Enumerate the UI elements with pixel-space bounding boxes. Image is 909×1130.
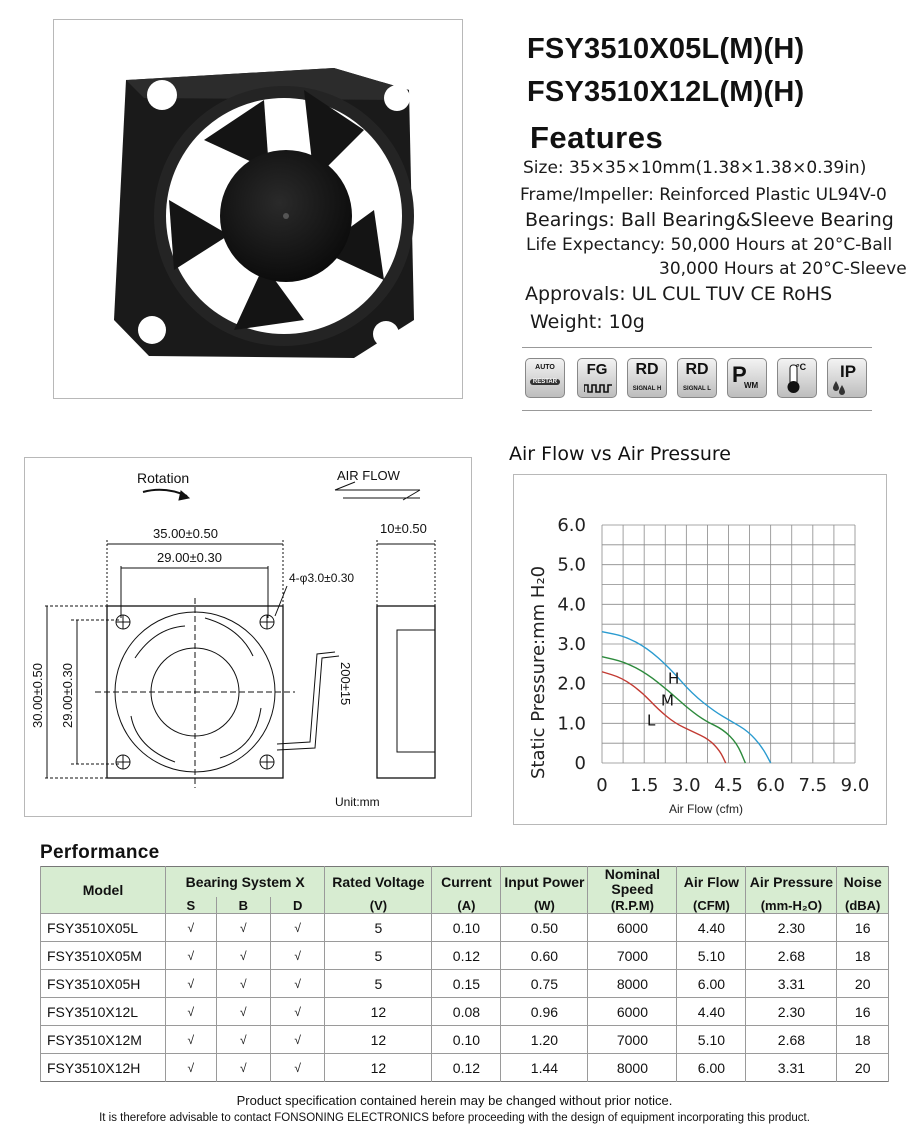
cell-rpm: 8000 xyxy=(588,1054,677,1082)
x-tick-label: 4.5 xyxy=(714,775,743,796)
cell-a: 0.10 xyxy=(432,1026,501,1054)
cell-w: 0.50 xyxy=(501,914,588,942)
cell-w: 1.44 xyxy=(501,1054,588,1082)
table-row xyxy=(41,970,889,998)
cell-w: 0.75 xyxy=(501,970,588,998)
cell-b: √ xyxy=(216,914,270,942)
header-speed-unit: (R.P.M) xyxy=(588,897,677,914)
header-current-unit: (A) xyxy=(432,897,501,914)
header-bearing-d: D xyxy=(271,897,325,914)
cell-v: 5 xyxy=(325,914,432,942)
cell-p: 2.30 xyxy=(746,914,837,942)
x-tick-label: 6.0 xyxy=(756,775,785,796)
model-title-12: FSY3510X12L(M)(H) xyxy=(527,76,805,108)
cell-p: 3.31 xyxy=(746,1054,837,1082)
header-bearing: Bearing System X xyxy=(166,867,325,898)
dimension-drawing xyxy=(24,457,472,817)
x-axis-label: Air Flow (cfm) xyxy=(669,802,743,816)
cell-a: 0.10 xyxy=(432,914,501,942)
header-power-unit: (W) xyxy=(501,897,588,914)
header-bearing-b: B xyxy=(216,897,270,914)
series-label-L: L xyxy=(646,711,656,730)
table-row xyxy=(41,942,889,970)
cell-d: √ xyxy=(271,1026,325,1054)
cell-v: 5 xyxy=(325,970,432,998)
cell-v: 5 xyxy=(325,942,432,970)
cell-db: 18 xyxy=(837,1026,889,1054)
cell-d: √ xyxy=(271,914,325,942)
header-model: Model xyxy=(41,867,166,914)
cell-p: 2.68 xyxy=(746,1026,837,1054)
y-tick-label: 1.0 xyxy=(557,713,586,735)
rd-signal-h-icon: RD SIGNAL H xyxy=(627,358,667,398)
cell-db: 16 xyxy=(837,914,889,942)
y-tick-label: 2.0 xyxy=(557,673,586,695)
cell-db: 18 xyxy=(837,942,889,970)
feature-icon-row xyxy=(522,347,872,411)
spec-life-2: 30,000 Hours at 20°C-Sleeve xyxy=(659,259,907,279)
cell-db: 20 xyxy=(837,1054,889,1082)
cell-model: FSY3510X12H xyxy=(41,1054,166,1082)
auto-restart-icon: AUTO RESTAR xyxy=(525,358,565,398)
cell-v: 12 xyxy=(325,1026,432,1054)
header-voltage: Rated Voltage xyxy=(325,867,432,898)
header-pressure: Air Pressure xyxy=(746,867,837,898)
cell-w: 0.60 xyxy=(501,942,588,970)
spec-weight: Weight: 10g xyxy=(530,311,645,333)
ip-icon: IP xyxy=(827,358,867,398)
header-pressure-unit: (mm-H₂O) xyxy=(746,897,837,914)
cell-cfm: 4.40 xyxy=(677,914,746,942)
cell-s: √ xyxy=(166,914,217,942)
pwm-icon: P WM xyxy=(727,358,767,398)
x-tick-label: 1.5 xyxy=(629,775,659,796)
cell-s: √ xyxy=(166,970,217,998)
cell-cfm: 4.40 xyxy=(677,998,746,1026)
disclaimer-line-1: Product specification contained herein may be changed without prior notice. xyxy=(236,1093,673,1108)
y-tick-label: 0 xyxy=(574,753,586,774)
table-row xyxy=(41,998,889,1026)
table-row xyxy=(41,1054,889,1082)
y-tick-label: 3.0 xyxy=(557,634,586,655)
cell-s: √ xyxy=(166,1054,217,1082)
y-tick-label: 5.0 xyxy=(557,554,586,576)
table-row xyxy=(41,914,889,942)
dim-width: 35.00±0.50 xyxy=(153,526,218,541)
cell-rpm: 8000 xyxy=(588,970,677,998)
performance-table xyxy=(40,866,889,1082)
cell-rpm: 6000 xyxy=(588,914,677,942)
temperature-icon: °C xyxy=(777,358,817,398)
x-tick-label: 0 xyxy=(596,775,608,796)
cell-db: 16 xyxy=(837,998,889,1026)
cell-b: √ xyxy=(216,998,270,1026)
header-current: Current xyxy=(432,867,501,898)
cell-b: √ xyxy=(216,970,270,998)
series-label-M: M xyxy=(661,691,674,710)
x-tick-label: 3.0 xyxy=(672,775,701,796)
cell-s: √ xyxy=(166,1026,217,1054)
cell-rpm: 7000 xyxy=(588,1026,677,1054)
airflow-pressure-chart xyxy=(513,474,887,825)
cell-s: √ xyxy=(166,942,217,970)
dim-holes: 4-φ3.0±0.30 xyxy=(289,571,355,585)
dim-hole-spacing-v: 29.00±0.30 xyxy=(60,663,75,728)
spec-approvals: Approvals: UL CUL TUV CE RoHS xyxy=(525,283,833,305)
cell-w: 0.96 xyxy=(501,998,588,1026)
cell-v: 12 xyxy=(325,1054,432,1082)
header-flow: Air Flow xyxy=(677,867,746,898)
cell-cfm: 5.10 xyxy=(677,942,746,970)
header-noise-unit: (dBA) xyxy=(837,897,889,914)
y-axis-label: Static Pressure:mm H₂0 xyxy=(528,565,549,779)
spec-frame: Frame/Impeller: Reinforced Plastic UL94V-0 xyxy=(520,185,887,205)
chart-title: Air Flow vs Air Pressure xyxy=(509,443,731,465)
dim-thickness: 10±0.50 xyxy=(380,521,427,536)
disclaimer-line-2: It is therefore advisable to contact FONSONING ELECTRONICS before proceeding with the design of equipment incorporating this product. xyxy=(99,1112,810,1124)
airflow-label: AIR FLOW xyxy=(337,468,400,483)
unit-label: Unit:mm xyxy=(335,795,380,809)
cell-model: FSY3510X05M xyxy=(41,942,166,970)
cell-cfm: 6.00 xyxy=(677,1054,746,1082)
dim-lead: 200±15 xyxy=(338,662,353,706)
cell-model: FSY3510X12L xyxy=(41,998,166,1026)
header-flow-unit: (CFM) xyxy=(677,897,746,914)
header-noise: Noise xyxy=(837,867,889,898)
cell-d: √ xyxy=(271,998,325,1026)
x-tick-label: 7.5 xyxy=(798,775,828,796)
rd-signal-l-icon: RD SIGNAL L xyxy=(677,358,717,398)
cell-v: 12 xyxy=(325,998,432,1026)
cell-a: 0.15 xyxy=(432,970,501,998)
cell-a: 0.12 xyxy=(432,1054,501,1082)
product-photo xyxy=(53,19,463,399)
cell-a: 0.12 xyxy=(432,942,501,970)
cell-rpm: 6000 xyxy=(588,998,677,1026)
cell-s: √ xyxy=(166,998,217,1026)
spec-size: Size: 35×35×10mm(1.38×1.38×0.39in) xyxy=(523,158,867,178)
cell-p: 2.30 xyxy=(746,998,837,1026)
cell-d: √ xyxy=(271,942,325,970)
header-speed: Nominal Speed xyxy=(588,867,677,898)
spec-life-1: Life Expectancy: 50,000 Hours at 20°C-Ball xyxy=(526,235,893,255)
cell-b: √ xyxy=(216,1054,270,1082)
cell-d: √ xyxy=(271,970,325,998)
cell-w: 1.20 xyxy=(501,1026,588,1054)
table-row xyxy=(41,1026,889,1054)
cell-a: 0.08 xyxy=(432,998,501,1026)
cell-b: √ xyxy=(216,942,270,970)
cell-p: 3.31 xyxy=(746,970,837,998)
series-label-H: H xyxy=(668,669,680,688)
cell-d: √ xyxy=(271,1054,325,1082)
cell-model: FSY3510X05L xyxy=(41,914,166,942)
header-power: Input Power xyxy=(501,867,588,898)
dim-hole-spacing: 29.00±0.30 xyxy=(157,550,222,565)
header-voltage-unit: (V) xyxy=(325,897,432,914)
cell-cfm: 6.00 xyxy=(677,970,746,998)
header-bearing-s: S xyxy=(166,897,217,914)
performance-title: Performance xyxy=(40,842,160,863)
cell-b: √ xyxy=(216,1026,270,1054)
cell-db: 20 xyxy=(837,970,889,998)
cell-cfm: 5.10 xyxy=(677,1026,746,1054)
cell-rpm: 7000 xyxy=(588,942,677,970)
y-tick-label: 6.0 xyxy=(557,515,586,536)
cell-p: 2.68 xyxy=(746,942,837,970)
fan-image xyxy=(54,20,462,398)
fg-icon: FG xyxy=(577,358,617,398)
model-title-05: FSY3510X05L(M)(H) xyxy=(527,33,805,65)
cell-model: FSY3510X05H xyxy=(41,970,166,998)
y-tick-label: 4.0 xyxy=(557,594,586,616)
cell-model: FSY3510X12M xyxy=(41,1026,166,1054)
features-title: Features xyxy=(530,120,664,155)
x-tick-label: 9.0 xyxy=(840,775,870,796)
dim-height: 30.00±0.50 xyxy=(30,663,45,728)
spec-bearings: Bearings: Ball Bearing&Sleeve Bearing xyxy=(525,209,894,231)
rotation-label: Rotation xyxy=(137,470,190,486)
